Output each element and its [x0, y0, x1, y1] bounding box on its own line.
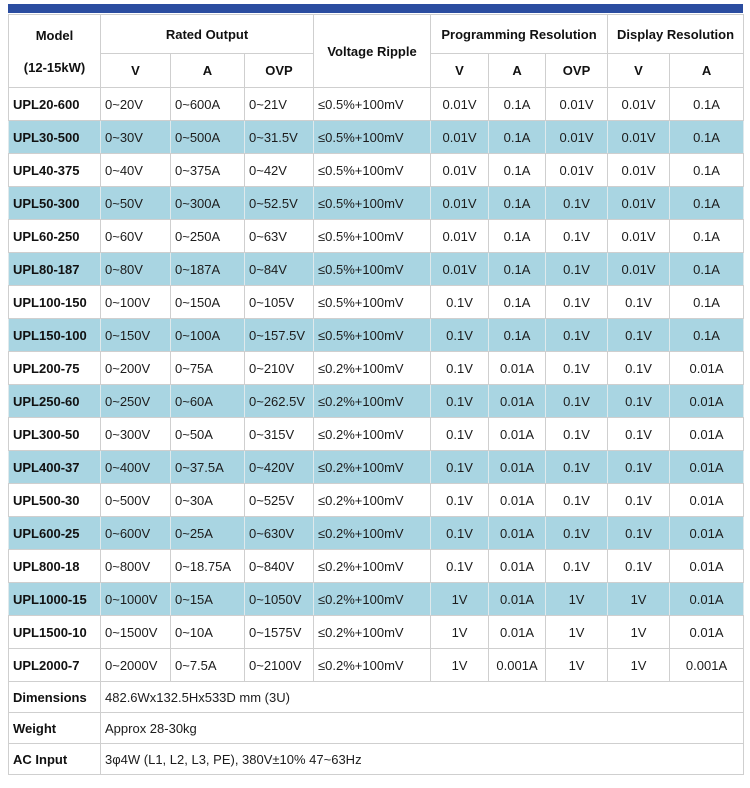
prog-res-v-cell: 0.01V [431, 187, 489, 220]
disp-res-v-cell: 0.01V [608, 253, 670, 286]
prog-res-a-cell: 0.01A [489, 484, 546, 517]
prog-res-v-cell: 0.1V [431, 352, 489, 385]
rated-ovp-cell: 0~157.5V [245, 319, 314, 352]
rated-v-cell: 0~150V [101, 319, 171, 352]
table-row [9, 88, 744, 121]
model-cell: UPL1000-15 [9, 583, 101, 616]
table-row [9, 418, 744, 451]
spec-table-body [9, 88, 744, 775]
table-row [9, 583, 744, 616]
disp-res-a-cell: 0.01A [670, 385, 744, 418]
rated-ovp-cell: 0~84V [245, 253, 314, 286]
subcol-header-prog-a: A [489, 54, 546, 88]
voltage-ripple-cell: ≤0.2%+100mV [314, 649, 431, 682]
prog-res-a-cell: 0.1A [489, 220, 546, 253]
prog-res-ovp-cell: 0.1V [546, 286, 608, 319]
rated-a-cell: 0~100A [171, 319, 245, 352]
disp-res-a-cell: 0.1A [670, 154, 744, 187]
prog-res-v-cell: 1V [431, 583, 489, 616]
disp-res-a-cell: 0.1A [670, 88, 744, 121]
prog-res-v-cell: 0.1V [431, 418, 489, 451]
rated-a-cell: 0~250A [171, 220, 245, 253]
prog-res-ovp-cell: 0.1V [546, 484, 608, 517]
prog-res-ovp-cell: 0.1V [546, 220, 608, 253]
prog-res-ovp-cell: 0.1V [546, 352, 608, 385]
prog-res-v-cell: 0.01V [431, 88, 489, 121]
disp-res-a-cell: 0.1A [670, 187, 744, 220]
prog-res-v-cell: 0.01V [431, 121, 489, 154]
disp-res-a-cell: 0.01A [670, 550, 744, 583]
rated-ovp-cell: 0~525V [245, 484, 314, 517]
rated-ovp-cell: 0~63V [245, 220, 314, 253]
model-cell: UPL80-187 [9, 253, 101, 286]
voltage-ripple-cell: ≤0.2%+100mV [314, 550, 431, 583]
model-cell: UPL600-25 [9, 517, 101, 550]
rated-a-cell: 0~600A [171, 88, 245, 121]
rated-ovp-cell: 0~1050V [245, 583, 314, 616]
prog-res-a-cell: 0.1A [489, 88, 546, 121]
rated-v-cell: 0~100V [101, 286, 171, 319]
voltage-ripple-cell: ≤0.2%+100mV [314, 385, 431, 418]
rated-v-cell: 0~200V [101, 352, 171, 385]
rated-a-cell: 0~15A [171, 583, 245, 616]
disp-res-a-cell: 0.01A [670, 583, 744, 616]
prog-res-a-cell: 0.01A [489, 616, 546, 649]
disp-res-v-cell: 0.01V [608, 154, 670, 187]
footer-label: Weight [9, 713, 101, 744]
table-row [9, 286, 744, 319]
model-cell: UPL200-75 [9, 352, 101, 385]
voltage-ripple-cell: ≤0.2%+100mV [314, 418, 431, 451]
footer-row [9, 744, 744, 775]
prog-res-v-cell: 0.1V [431, 385, 489, 418]
table-row [9, 451, 744, 484]
prog-res-v-cell: 0.01V [431, 220, 489, 253]
prog-res-ovp-cell: 0.01V [546, 121, 608, 154]
rated-ovp-cell: 0~630V [245, 517, 314, 550]
disp-res-v-cell: 0.1V [608, 517, 670, 550]
disp-res-v-cell: 0.1V [608, 418, 670, 451]
rated-ovp-cell: 0~315V [245, 418, 314, 451]
table-row [9, 517, 744, 550]
rated-a-cell: 0~187A [171, 253, 245, 286]
voltage-ripple-cell: ≤0.5%+100mV [314, 88, 431, 121]
col-header-model-line2: (12-15kW) [23, 59, 86, 75]
rated-ovp-cell: 0~105V [245, 286, 314, 319]
voltage-ripple-cell: ≤0.2%+100mV [314, 451, 431, 484]
model-cell: UPL2000-7 [9, 649, 101, 682]
table-row [9, 649, 744, 682]
rated-ovp-cell: 0~840V [245, 550, 314, 583]
voltage-ripple-cell: ≤0.5%+100mV [314, 121, 431, 154]
rated-ovp-cell: 0~2100V [245, 649, 314, 682]
disp-res-v-cell: 0.01V [608, 88, 670, 121]
prog-res-v-cell: 0.1V [431, 286, 489, 319]
disp-res-v-cell: 1V [608, 649, 670, 682]
disp-res-v-cell: 1V [608, 616, 670, 649]
rated-ovp-cell: 0~1575V [245, 616, 314, 649]
rated-v-cell: 0~80V [101, 253, 171, 286]
footer-label: Dimensions [9, 682, 101, 713]
prog-res-ovp-cell: 0.1V [546, 451, 608, 484]
table-row [9, 319, 744, 352]
subcol-header-disp-a: A [670, 54, 744, 88]
footer-value: Approx 28-30kg [101, 713, 744, 744]
voltage-ripple-cell: ≤0.5%+100mV [314, 253, 431, 286]
footer-label: AC Input [9, 744, 101, 775]
header-row-groups [9, 15, 744, 54]
footer-row [9, 682, 744, 713]
subcol-header-rated-ovp: OVP [245, 54, 314, 88]
prog-res-ovp-cell: 1V [546, 583, 608, 616]
prog-res-ovp-cell: 0.1V [546, 517, 608, 550]
prog-res-a-cell: 0.01A [489, 583, 546, 616]
col-header-model [9, 15, 101, 88]
prog-res-ovp-cell: 0.1V [546, 187, 608, 220]
table-row [9, 352, 744, 385]
rated-a-cell: 0~7.5A [171, 649, 245, 682]
rated-ovp-cell: 0~21V [245, 88, 314, 121]
rated-a-cell: 0~25A [171, 517, 245, 550]
voltage-ripple-cell: ≤0.2%+100mV [314, 352, 431, 385]
subcol-header-prog-ovp: OVP [546, 54, 608, 88]
prog-res-v-cell: 0.1V [431, 517, 489, 550]
prog-res-a-cell: 0.1A [489, 319, 546, 352]
voltage-ripple-cell: ≤0.5%+100mV [314, 319, 431, 352]
table-row [9, 121, 744, 154]
col-header-programming-resolution: Programming Resolution [431, 15, 608, 54]
prog-res-ovp-cell: 0.01V [546, 154, 608, 187]
model-cell: UPL40-375 [9, 154, 101, 187]
rated-v-cell: 0~1500V [101, 616, 171, 649]
model-cell: UPL1500-10 [9, 616, 101, 649]
subcol-header-rated-a: A [171, 54, 245, 88]
rated-ovp-cell: 0~31.5V [245, 121, 314, 154]
model-cell: UPL60-250 [9, 220, 101, 253]
disp-res-a-cell: 0.1A [670, 121, 744, 154]
rated-a-cell: 0~300A [171, 187, 245, 220]
rated-a-cell: 0~500A [171, 121, 245, 154]
rated-v-cell: 0~500V [101, 484, 171, 517]
prog-res-a-cell: 0.01A [489, 550, 546, 583]
prog-res-a-cell: 0.01A [489, 451, 546, 484]
disp-res-v-cell: 0.1V [608, 550, 670, 583]
disp-res-v-cell: 0.01V [608, 220, 670, 253]
table-row [9, 253, 744, 286]
voltage-ripple-cell: ≤0.2%+100mV [314, 616, 431, 649]
prog-res-ovp-cell: 0.1V [546, 385, 608, 418]
spec-table-header [9, 15, 744, 88]
disp-res-a-cell: 0.1A [670, 319, 744, 352]
rated-a-cell: 0~375A [171, 154, 245, 187]
model-cell: UPL500-30 [9, 484, 101, 517]
model-cell: UPL50-300 [9, 187, 101, 220]
rated-a-cell: 0~75A [171, 352, 245, 385]
prog-res-ovp-cell: 0.1V [546, 253, 608, 286]
disp-res-v-cell: 0.1V [608, 352, 670, 385]
col-header-voltage-ripple: Voltage Ripple [314, 15, 431, 88]
disp-res-v-cell: 0.1V [608, 484, 670, 517]
prog-res-a-cell: 0.1A [489, 187, 546, 220]
subcol-header-disp-v: V [608, 54, 670, 88]
prog-res-ovp-cell: 0.01V [546, 88, 608, 121]
rated-a-cell: 0~30A [171, 484, 245, 517]
table-row [9, 385, 744, 418]
voltage-ripple-cell: ≤0.5%+100mV [314, 187, 431, 220]
disp-res-v-cell: 0.1V [608, 286, 670, 319]
prog-res-v-cell: 0.01V [431, 253, 489, 286]
rated-v-cell: 0~300V [101, 418, 171, 451]
model-cell: UPL20-600 [9, 88, 101, 121]
subcol-header-rated-v: V [101, 54, 171, 88]
top-accent-bar [8, 4, 743, 13]
disp-res-v-cell: 0.01V [608, 121, 670, 154]
model-cell: UPL30-500 [9, 121, 101, 154]
disp-res-a-cell: 0.01A [670, 616, 744, 649]
rated-a-cell: 0~10A [171, 616, 245, 649]
prog-res-v-cell: 0.1V [431, 451, 489, 484]
prog-res-ovp-cell: 1V [546, 616, 608, 649]
rated-ovp-cell: 0~52.5V [245, 187, 314, 220]
voltage-ripple-cell: ≤0.2%+100mV [314, 583, 431, 616]
table-row [9, 220, 744, 253]
model-cell: UPL300-50 [9, 418, 101, 451]
disp-res-a-cell: 0.1A [670, 286, 744, 319]
subcol-header-prog-v: V [431, 54, 489, 88]
voltage-ripple-cell: ≤0.5%+100mV [314, 154, 431, 187]
table-row [9, 550, 744, 583]
model-cell: UPL400-37 [9, 451, 101, 484]
rated-v-cell: 0~60V [101, 220, 171, 253]
disp-res-a-cell: 0.01A [670, 418, 744, 451]
rated-v-cell: 0~400V [101, 451, 171, 484]
rated-a-cell: 0~60A [171, 385, 245, 418]
model-cell: UPL100-150 [9, 286, 101, 319]
rated-v-cell: 0~250V [101, 385, 171, 418]
rated-a-cell: 0~150A [171, 286, 245, 319]
disp-res-a-cell: 0.1A [670, 220, 744, 253]
rated-v-cell: 0~2000V [101, 649, 171, 682]
prog-res-ovp-cell: 0.1V [546, 319, 608, 352]
disp-res-a-cell: 0.01A [670, 517, 744, 550]
voltage-ripple-cell: ≤0.5%+100mV [314, 220, 431, 253]
prog-res-a-cell: 0.01A [489, 517, 546, 550]
disp-res-v-cell: 1V [608, 583, 670, 616]
col-header-model-line1: Model [35, 27, 74, 43]
prog-res-a-cell: 0.1A [489, 286, 546, 319]
prog-res-a-cell: 0.1A [489, 121, 546, 154]
col-header-display-resolution: Display Resolution [608, 15, 744, 54]
rated-v-cell: 0~20V [101, 88, 171, 121]
prog-res-v-cell: 0.1V [431, 550, 489, 583]
model-cell: UPL800-18 [9, 550, 101, 583]
disp-res-a-cell: 0.01A [670, 352, 744, 385]
voltage-ripple-cell: ≤0.2%+100mV [314, 484, 431, 517]
table-row [9, 616, 744, 649]
disp-res-a-cell: 0.001A [670, 649, 744, 682]
prog-res-a-cell: 0.001A [489, 649, 546, 682]
footer-value: 3φ4W (L1, L2, L3, PE), 380V±10% 47~63Hz [101, 744, 744, 775]
disp-res-v-cell: 0.1V [608, 319, 670, 352]
table-row [9, 484, 744, 517]
rated-ovp-cell: 0~210V [245, 352, 314, 385]
prog-res-ovp-cell: 0.1V [546, 418, 608, 451]
rated-a-cell: 0~18.75A [171, 550, 245, 583]
prog-res-v-cell: 1V [431, 616, 489, 649]
col-header-rated-output: Rated Output [101, 15, 314, 54]
disp-res-v-cell: 0.1V [608, 385, 670, 418]
rated-ovp-cell: 0~262.5V [245, 385, 314, 418]
prog-res-v-cell: 0.01V [431, 154, 489, 187]
footer-value: 482.6Wx132.5Hx533D mm (3U) [101, 682, 744, 713]
prog-res-a-cell: 0.01A [489, 385, 546, 418]
prog-res-v-cell: 0.1V [431, 319, 489, 352]
rated-ovp-cell: 0~42V [245, 154, 314, 187]
prog-res-a-cell: 0.01A [489, 418, 546, 451]
footer-row [9, 713, 744, 744]
prog-res-ovp-cell: 0.1V [546, 550, 608, 583]
prog-res-a-cell: 0.01A [489, 352, 546, 385]
disp-res-v-cell: 0.1V [608, 451, 670, 484]
model-cell: UPL250-60 [9, 385, 101, 418]
prog-res-a-cell: 0.1A [489, 154, 546, 187]
prog-res-a-cell: 0.1A [489, 253, 546, 286]
rated-v-cell: 0~1000V [101, 583, 171, 616]
disp-res-a-cell: 0.01A [670, 484, 744, 517]
disp-res-a-cell: 0.1A [670, 253, 744, 286]
table-row [9, 154, 744, 187]
rated-v-cell: 0~30V [101, 121, 171, 154]
disp-res-v-cell: 0.01V [608, 187, 670, 220]
rated-v-cell: 0~600V [101, 517, 171, 550]
voltage-ripple-cell: ≤0.5%+100mV [314, 286, 431, 319]
rated-a-cell: 0~37.5A [171, 451, 245, 484]
table-row [9, 187, 744, 220]
disp-res-a-cell: 0.01A [670, 451, 744, 484]
rated-a-cell: 0~50A [171, 418, 245, 451]
prog-res-v-cell: 1V [431, 649, 489, 682]
rated-ovp-cell: 0~420V [245, 451, 314, 484]
rated-v-cell: 0~800V [101, 550, 171, 583]
rated-v-cell: 0~50V [101, 187, 171, 220]
rated-v-cell: 0~40V [101, 154, 171, 187]
prog-res-ovp-cell: 1V [546, 649, 608, 682]
voltage-ripple-cell: ≤0.2%+100mV [314, 517, 431, 550]
spec-table [8, 14, 744, 775]
prog-res-v-cell: 0.1V [431, 484, 489, 517]
model-cell: UPL150-100 [9, 319, 101, 352]
